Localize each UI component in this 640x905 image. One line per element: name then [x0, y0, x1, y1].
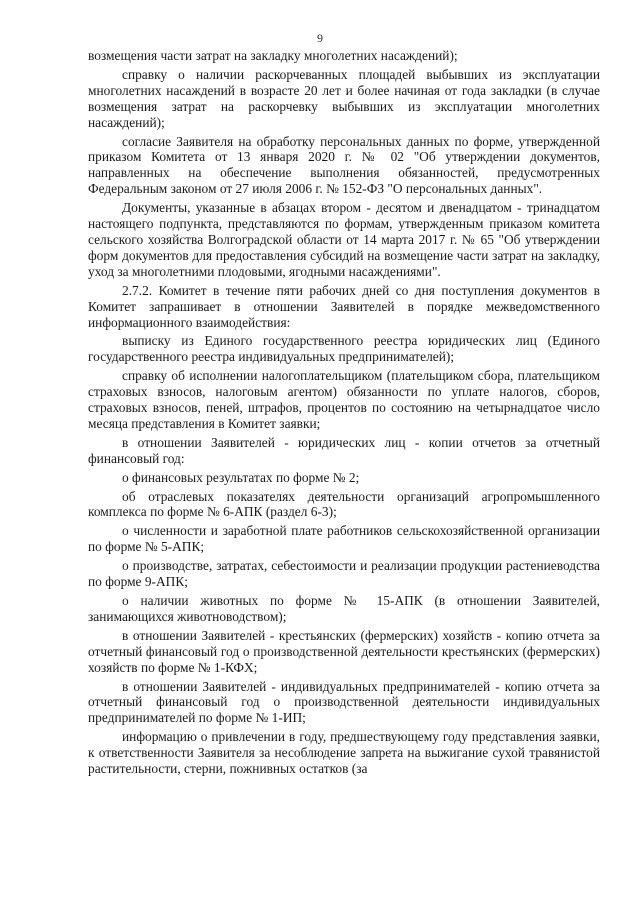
paragraph-form-9-apk: о производстве, затратах, себестоимости и реализации продукции растениеводства по форме 9-АПК;	[88, 558, 600, 590]
paragraph-form-15-apk: о наличии животных по форме № 15-АПК (в отношении Заявителей, занимающихся животноводством);	[88, 593, 600, 624]
paragraph-document-forms: Документы, указанные в абзацах втором - десятом и двенадцатом - тринадцатом настоящего подпункта, представляются по формам, утвержденным приказом комитета сельского хозяйства Волгоградской области от 14 марта 2017 г. № 65 "Об утверждении форм документов для предоставления субсидий на возмещение части затрат на закладку, уход за многолетними плодовыми, ягодными насаждениями".	[88, 200, 600, 279]
paragraph-tax-certificate: справку об исполнении налогоплательщиком (плательщиком сбора, плательщиком страховых взносов, налоговым агентом) обязанности по уплате налогов, сборов, страховых взносов, пеней, штрафов, процентов по состоянию на четырнадцатое число месяца представления в Комитет заявки;	[88, 368, 600, 431]
document-body	[88, 48, 600, 777]
paragraph-legal-entities-reports: в отношении Заявителей - юридических лиц - копии отчетов за отчетный финансовый год:	[88, 434, 600, 466]
paragraph-form-6-apk: об отраслевых показателях деятельности организаций агропромышленного комплекса по форме № 6-АПК (раздел 6-3);	[88, 488, 600, 520]
page-number: 9	[317, 31, 323, 45]
paragraph-form-2: о финансовых результатах по форме № 2;	[122, 469, 360, 485]
paragraph-form-1-ip: в отношении Заявителей - индивидуальных предпринимателей - копию отчета за отчетный финансовый год о производственной деятельности индивидуальных предпринимателей по форме № 1-ИП;	[88, 678, 600, 726]
paragraph-form-5-apk: о численности и заработной плате работников сельскохозяйственной организации по форме № 5-АПК;	[88, 523, 600, 555]
paragraph-burning-ban-info: информацию о привлечении в году, предшествующему году представления заявки, к ответственности Заявителя за несоблюдение запрета на выжигание сухой травянистой растительности, стерни, пожнивных остатков (за	[88, 729, 600, 777]
paragraph-continuation: возмещения части затрат на закладку многолетних насаждений);	[88, 48, 458, 63]
paragraph-uprooted-areas-certificate: справку о наличии раскорчеванных площадей выбывших из эксплуатации многолетних насаждений в возрасте 20 лет и более начиная от года закладки (в случае возмещения затрат на раскорчевку выбывших из эксплуатации многолетних насаждений);	[88, 66, 600, 130]
paragraph-clause-2-7-2: 2.7.2. Комитет в течение пяти рабочих дней со дня поступления документов в Комитет запрашивает в отношении Заявителей в порядке межведомственного информационного взаимодействия:	[88, 282, 600, 330]
paragraph-registry-extract: выписку из Единого государственного реестра юридических лиц (Единого государственного реестра индивидуальных предпринимателей);	[88, 333, 600, 365]
paragraph-personal-data-consent: согласие Заявителя на обработку персональных данных по форме, утвержденной приказом Комитета от 13 января 2020 г. № 02 "Об утверждении документов, направленных на обеспечение выполнения обязанностей, предусмотренных Федеральным законом от 27 июля 2006 г. № 152-ФЗ "О персональных данных".	[88, 133, 600, 197]
paragraph-form-1-kfh: в отношении Заявителей - крестьянских (фермерских) хозяйств - копию отчета за отчетный финансовый год о производственной деятельности крестьянских (фермерских) хозяйств по форме № 1-КФХ;	[88, 627, 600, 675]
